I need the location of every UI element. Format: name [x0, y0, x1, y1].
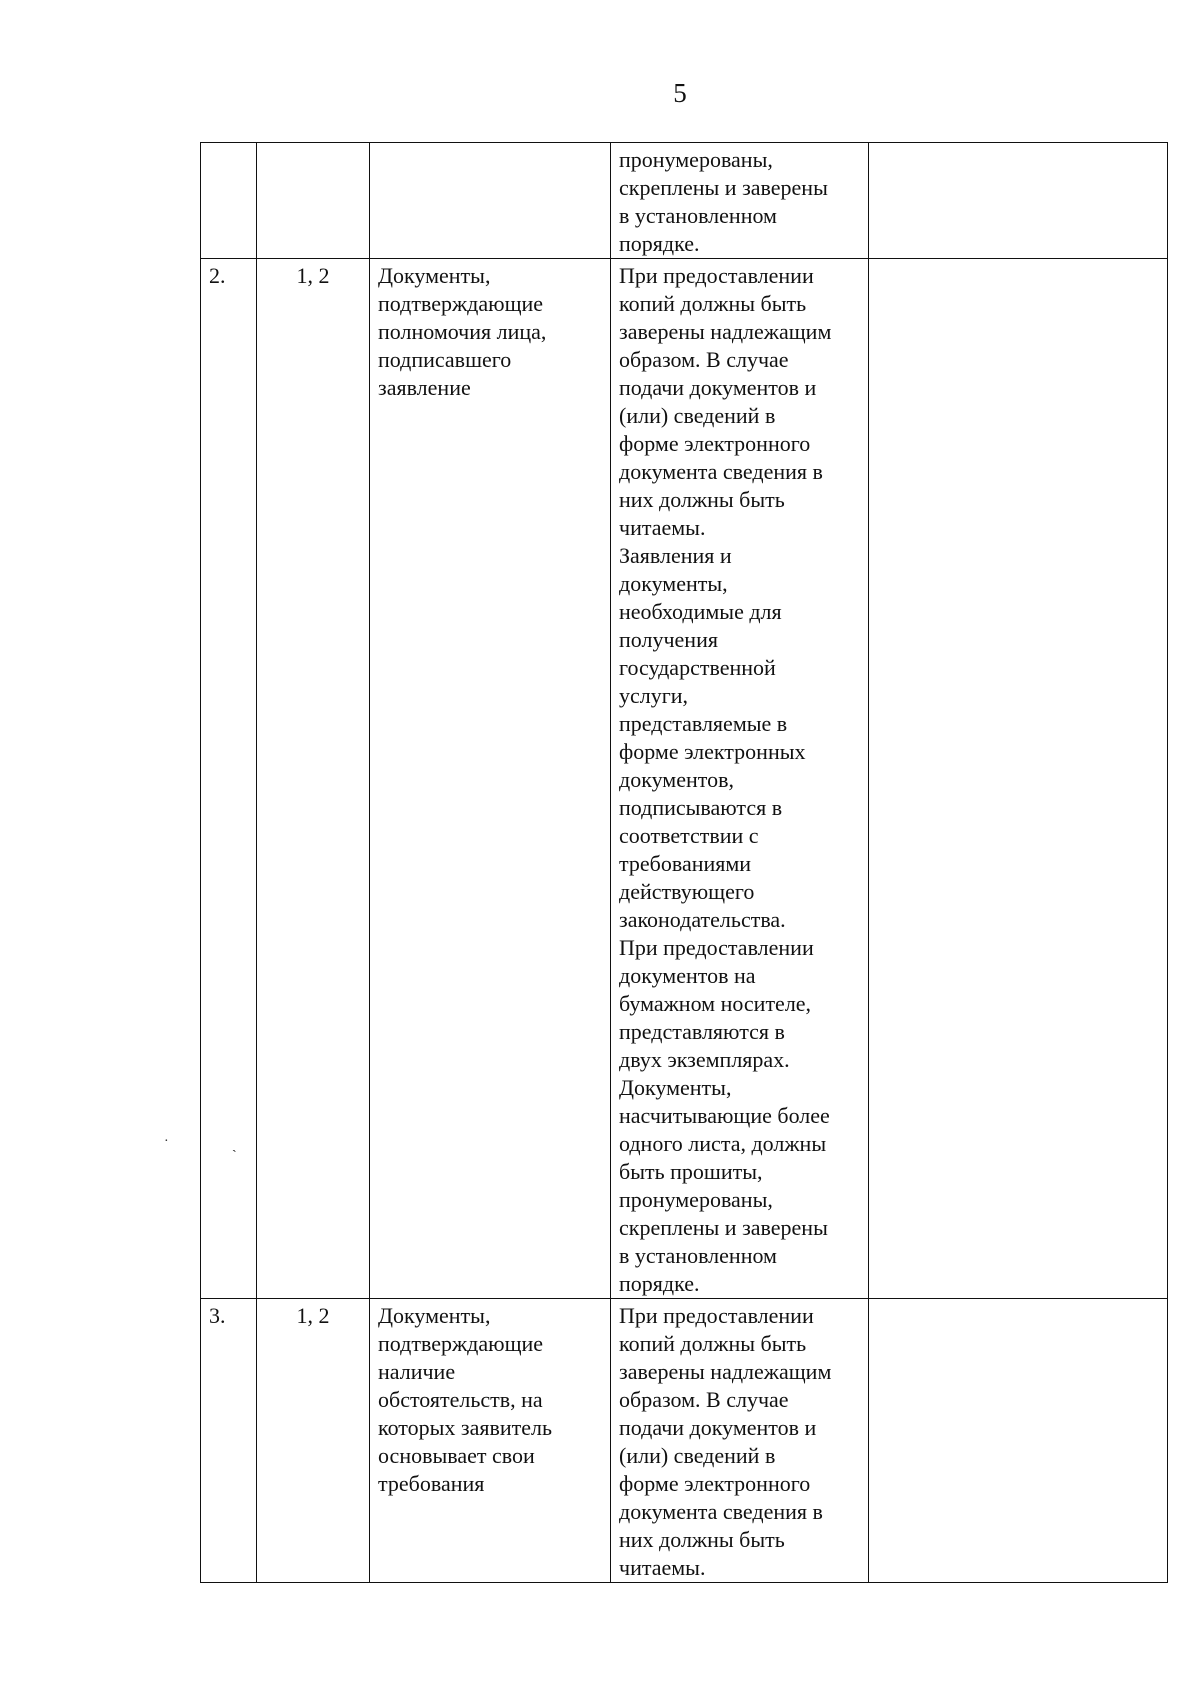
- row-number-cell: 3.: [201, 1299, 257, 1583]
- cell-text-line: порядке.: [619, 231, 700, 256]
- cell-text-line: законодательства.: [619, 907, 786, 932]
- cases-cell: 1, 2: [257, 259, 370, 1299]
- cell-text-line: полномочия лица,: [378, 319, 547, 344]
- table-body: [201, 143, 1168, 1583]
- cases-cell: [257, 143, 370, 259]
- cell-text-line: копий должны быть: [619, 1331, 807, 1356]
- requirements-cell: [611, 259, 869, 1299]
- cell-text-line: пронумерованы,: [619, 147, 773, 172]
- cell-text-line: подачи документов и: [619, 1415, 817, 1440]
- cell-text-line: одного листа, должны: [619, 1131, 827, 1156]
- cell-text-line: получения: [619, 627, 718, 652]
- cell-text-line: Документы,: [378, 263, 491, 288]
- cell-text-line: двух экземплярах.: [619, 1047, 790, 1072]
- table-row: [201, 1299, 1168, 1583]
- cell-text-line: подачи документов и: [619, 375, 817, 400]
- cell-text-line: заверены надлежащим: [619, 1359, 832, 1384]
- cell-text-line: Документы,: [619, 1075, 732, 1100]
- cell-text-line: государственной: [619, 655, 776, 680]
- cell-text-line: насчитывающие более: [619, 1103, 830, 1128]
- cell-text-line: подтверждающие: [378, 291, 544, 316]
- cell-text-line: документа сведения в: [619, 459, 823, 484]
- cell-text-line: соответствии с: [619, 823, 759, 848]
- note-cell: [869, 259, 1168, 1299]
- cell-text-line: них должны быть: [619, 487, 785, 512]
- requirements-table: [200, 142, 1168, 1583]
- requirements-cell: [611, 143, 869, 259]
- cell-text-line: читаемы.: [619, 1555, 706, 1580]
- cell-text-line: читаемы.: [619, 515, 706, 540]
- cell-text-line: основывает свои: [378, 1443, 535, 1468]
- cell-text-line: Документы,: [378, 1303, 491, 1328]
- cell-text-line: подписавшего: [378, 347, 512, 372]
- scan-speck: ˏ: [232, 1138, 237, 1153]
- note-cell: [869, 143, 1168, 259]
- cell-text-line: представляемые в: [619, 711, 788, 736]
- cell-text-line: (или) сведений в: [619, 403, 776, 428]
- cell-text-line: необходимые для: [619, 599, 782, 624]
- cell-text-line: форме электронных: [619, 739, 806, 764]
- document-cell: [370, 143, 611, 259]
- cell-text-line: обстоятельств, на: [378, 1387, 543, 1412]
- cell-text-line: копий должны быть: [619, 291, 807, 316]
- cases-cell: 1, 2: [257, 1299, 370, 1583]
- cell-text-line: действующего: [619, 879, 755, 904]
- cell-text-line: заверены надлежащим: [619, 319, 832, 344]
- row-number-cell: 2.: [201, 259, 257, 1299]
- cell-text-line: образом. В случае: [619, 1387, 789, 1412]
- table-row: [201, 259, 1168, 1299]
- cell-text-line: них должны быть: [619, 1527, 785, 1552]
- cell-text-line: (или) сведений в: [619, 1443, 776, 1468]
- cell-text-line: требования: [378, 1471, 485, 1496]
- cell-text-line: представляются в: [619, 1019, 785, 1044]
- table-row: [201, 143, 1168, 259]
- cell-text-line: документы,: [619, 571, 728, 596]
- cell-text-line: документа сведения в: [619, 1499, 823, 1524]
- cell-text-line: скреплены и заверены: [619, 175, 828, 200]
- cell-text-line: требованиями: [619, 851, 752, 876]
- cell-text-line: образом. В случае: [619, 347, 789, 372]
- cell-text-line: При предоставлении: [619, 935, 814, 960]
- cell-text-line: в установленном: [619, 1243, 777, 1268]
- cell-text-line: подтверждающие: [378, 1331, 544, 1356]
- cell-text-line: Заявления и: [619, 543, 732, 568]
- cell-text-line: в установленном: [619, 203, 777, 228]
- cell-text-line: наличие: [378, 1359, 456, 1384]
- cell-text-line: порядке.: [619, 1271, 700, 1296]
- cell-text-line: При предоставлении: [619, 1303, 814, 1328]
- cell-text-line: документов на: [619, 963, 756, 988]
- requirements-cell: [611, 1299, 869, 1583]
- cell-text-line: документов,: [619, 767, 734, 792]
- cell-text-line: бумажном носителе,: [619, 991, 812, 1016]
- cell-text-line: услуги,: [619, 683, 689, 708]
- document-cell: [370, 259, 611, 1299]
- cell-text-line: При предоставлении: [619, 263, 814, 288]
- cell-text-line: форме электронного: [619, 431, 811, 456]
- document-cell: [370, 1299, 611, 1583]
- cell-text-line: пронумерованы,: [619, 1187, 773, 1212]
- cell-text-line: форме электронного: [619, 1471, 811, 1496]
- page-number: 5: [673, 78, 687, 108]
- cell-text-line: подписываются в: [619, 795, 783, 820]
- cell-text-line: быть прошиты,: [619, 1159, 763, 1184]
- cell-text-line: скреплены и заверены: [619, 1215, 828, 1240]
- row-number-cell: [201, 143, 257, 259]
- cell-text-line: заявление: [378, 375, 471, 400]
- cell-text-line: которых заявитель: [378, 1415, 553, 1440]
- scan-speck: ·: [164, 1134, 169, 1149]
- note-cell: [869, 1299, 1168, 1583]
